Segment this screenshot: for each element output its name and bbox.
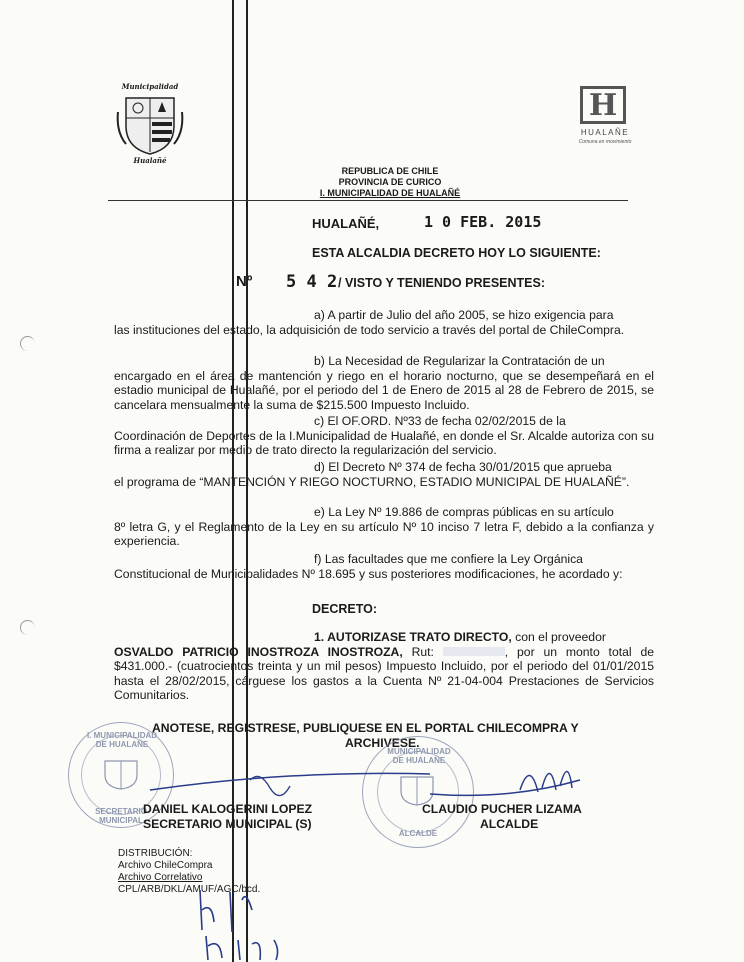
decreto-title: DECRETO: — [312, 602, 378, 616]
date-stamp: 1 0 FEB. 2015 — [424, 213, 542, 231]
decree-item-lead: 1. AUTORIZASE TRATO DIRECTO, — [314, 630, 512, 644]
decree-item-1 — [114, 630, 654, 703]
mayor-name: CLAUDIO PUCHER LIZAMA — [422, 802, 582, 816]
closing-line-1: ANOTESE, REGISTRESE, PUBLIQUESE EN EL PORTAL CHILECOMPRA Y — [152, 721, 579, 735]
header-province: PROVINCIA DE CURICO — [338, 177, 442, 187]
distribution-item: CPL/ARB/DKL/AMUF/AGC/bcd. — [118, 884, 261, 895]
municipal-crest-logo — [116, 82, 184, 164]
decree-intro: ESTA ALCALDIA DECRETO HOY LO SIGUIENTE: — [312, 246, 601, 260]
date-place: HUALAÑÉ, — [312, 216, 380, 231]
handwritten-initials — [190, 880, 300, 962]
decree-item-rest: de $431.000.- (cuatrocientos treinta y un mil pesos) Impuesto Incluido, por el periodo del 01/01/2015 hasta el 28/02/2015, cárguese los gastos a la Cuenta Nº 21-04-004 Prestaciones de Servicios Comunitarios. — [114, 644, 655, 703]
decree-number: 5 4 2 — [286, 272, 338, 292]
header-country: REPUBLICA DE CHILE — [341, 166, 439, 176]
distribution-item: Archivo ChileCompra — [118, 860, 213, 871]
paragraph-d: d) El Decreto Nº 374 de fecha 30/01/2015 que aprueba el programa de “MANTENCIÓN Y RIEGO NOCTURNO, ESTADIO MUNICIPAL DE HUALAÑÉ”. — [114, 460, 630, 489]
distribution-title: DISTRIBUCIÓN: — [118, 848, 193, 859]
secretary-seal-bottom-text: SECRETARIO MUNICIPAL — [95, 807, 147, 825]
distribution-item: Archivo Correlativo — [118, 872, 203, 883]
secretary-seal-top-text: I. MUNICIPALIDAD DE HUALAÑE — [86, 731, 158, 749]
provider-name: OSVALDO PATRICIO INOSTROZA INOSTROZA, — [114, 644, 403, 659]
crest-top-label: Municipalidad — [121, 82, 179, 91]
rut-label: Rut: — [411, 644, 434, 659]
mayor-seal-top-text: MUNICIPALIDAD DE HUALAÑE — [387, 747, 451, 765]
paragraph-b: b) La Necesidad de Regularizar la Contratación de un encargado en el área de mantención y riego en el horario nocturno, que se desempeñará en el estadio municipal de Hualañé, por el periodo del 1 de Enero de 2015 al 28 de Febrero de 2015, se cancelara mensualmente la suma de $215.500 Impuesto Incluido. — [114, 354, 654, 412]
secretary-name: DANIEL KALOGERINI LOPEZ — [143, 802, 313, 816]
brand-name: HUALAÑE — [580, 128, 630, 137]
closing-line-2: ARCHIVESE. — [345, 736, 420, 750]
number-prefix: Nº — [236, 273, 253, 290]
crest-shield-icon — [116, 92, 184, 156]
secretary-title: SECRETARIO MUNICIPAL (S) — [143, 817, 312, 831]
after-rut: , por un monto total — [504, 644, 632, 659]
brand-mark-icon: H — [580, 86, 626, 124]
hualane-brand-logo — [572, 86, 638, 156]
institution-header — [260, 166, 520, 199]
punch-hole-top — [20, 336, 35, 351]
mayor-title: ALCALDE — [480, 817, 539, 831]
rut-redacted — [443, 647, 505, 656]
header-municipality: I. MUNICIPALIDAD DE HUALAÑÉ — [319, 188, 461, 198]
punch-hole-bottom — [20, 620, 35, 635]
visto-heading: / VISTO Y TENIENDO PRESENTES: — [338, 276, 545, 290]
paragraph-f: f) Las facultades que me confiere la Ley Orgánica Constitucional de Municipalidades Nº 18.695 y sus posteriores modificaciones, he acordado y: — [114, 552, 623, 581]
crest-bottom-label: Hualañé — [133, 156, 167, 165]
paragraph-a: a) A partir de Julio del año 2005, se hizo exigencia para las instituciones del estado, la adquisición de todo servicio a través del portal de ChileCompra. — [114, 308, 625, 337]
mayor-seal-bottom-text: ALCALDE — [398, 829, 438, 838]
brand-tagline: Comuna en movimiento — [578, 139, 632, 145]
paragraph-c: c) El OF.ORD. Nº33 de fecha 02/02/2015 de la Coordinación de Deportes de la I.Municipalidad de Hualañé, en donde el Sr. Alcalde autoriza con su firma a realizar por medio de trato directo la regularización del servicio. — [114, 414, 654, 458]
header-rule — [108, 200, 628, 201]
decree-item-lead-rest: con el proveedor — [515, 630, 606, 644]
paragraph-e: e) La Ley Nº 19.886 de compras públicas en su artículo 8º letra G, y el Reglamento de la Ley en su artículo Nº 10 inciso 7 letra F, debido a la confianza y experiencia. — [114, 505, 654, 549]
